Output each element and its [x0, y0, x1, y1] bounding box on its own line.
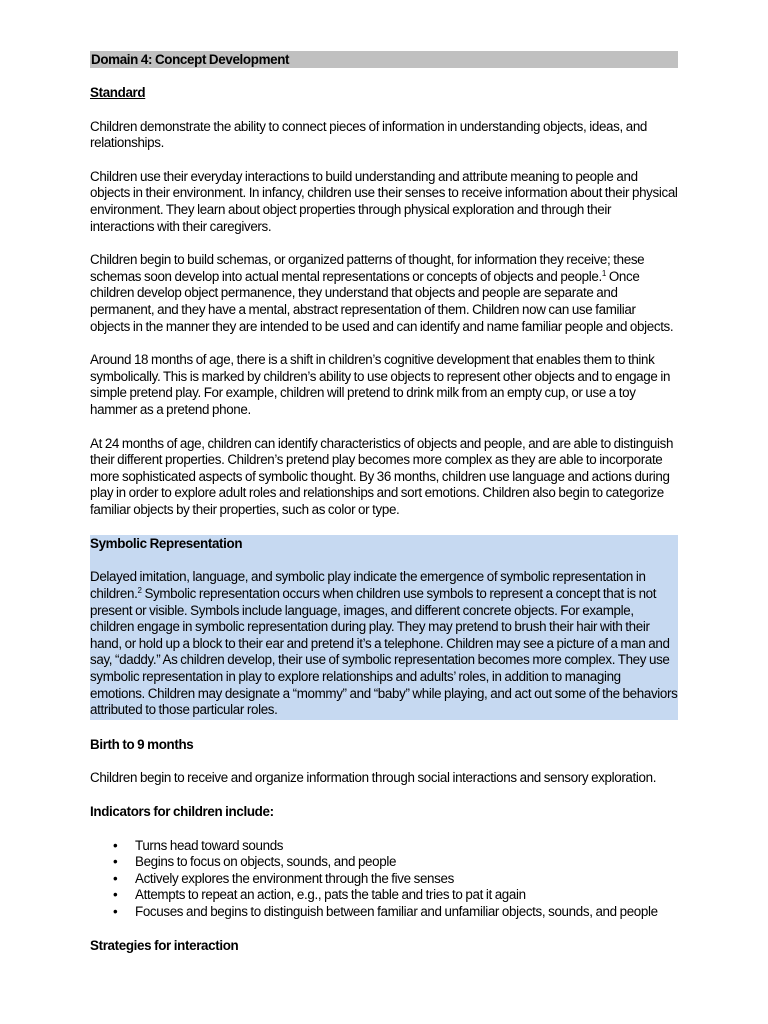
domain-header: Domain 4: Concept Development — [90, 51, 678, 68]
list-item — [90, 838, 678, 855]
age-range-heading: Birth to 9 months — [90, 736, 194, 752]
list-item-text: Turns head toward sounds — [135, 837, 284, 853]
list-item-text: Focuses and begins to distinguish between familiar and unfamiliar objects, sounds, and people — [135, 903, 658, 919]
indicators-list — [90, 838, 678, 921]
schemas-text-start: Children begin to build schemas, or organized patterns of thought, for information they receive; these schemas soon develop into actual mental representations or concepts of objects and people. — [90, 252, 645, 284]
list-item — [90, 904, 678, 921]
symbolic-text-start: Delayed imitation, language, and symbolic play indicate the emergence of symbolic representation in children. — [90, 569, 646, 602]
symbolic-representation-paragraph — [90, 569, 678, 718]
list-item-text: Actively explores the environment through the five senses — [135, 870, 454, 886]
schemas-text-end: Once children develop object permanence, they understand that objects and people are separate and permanent, and they have a mental, abstract representation of them. Children now can use familiar objects in the manner they are intended to be used and can identify and name familiar people and objects. — [90, 268, 674, 334]
strategies-heading: Strategies for interaction — [90, 937, 239, 953]
list-item-text: Begins to focus on objects, sounds, and people — [135, 854, 397, 870]
bullet-icon: • — [113, 837, 118, 853]
symbolic-text-end: Symbolic representation occurs when children use symbols to represent a concept that is not present or visible. Symbols include language, images, and different concrete objects. For example, children engage in symbolic representation during play. They may pretend to brush their hair with their hand, or hold up a block to their ear and pretend it’s a telephone. Children may see a picture of a man and say, “daddy.” As children develop, their use of symbolic representation becomes more complex. They use symbolic representation in play to explore relationships and adults’ roles, in addition to managing emotions. Children may designate a “mommy” and “baby” while playing, and act out some of the behaviors attributed to those particular roles. — [90, 586, 678, 718]
schemas-paragraph — [90, 252, 678, 335]
eighteen-months-paragraph: Around 18 months of age, there is a shift in children’s cognitive development that enables them to think symbolically. This is marked by children’s ability to use objects to represent other objects and to engage in simple pretend play. For example, children will pretend to drink milk from an empty cup, or use a toy hammer as a pretend phone. — [90, 352, 671, 417]
standard-statement: Children demonstrate the ability to connect pieces of information in understanding objects, ideas, and relationships. — [90, 118, 648, 151]
list-item — [90, 854, 678, 871]
indicators-heading: Indicators for children include: — [90, 804, 274, 819]
bullet-icon: • — [113, 870, 118, 886]
footnote-marker-2: 2 — [137, 586, 142, 596]
list-item — [90, 887, 678, 904]
standard-heading: Standard — [90, 85, 146, 100]
list-item-text: Attempts to repeat an action, e.g., pats the table and tries to pat it again — [135, 887, 526, 903]
age-range-description: Children begin to receive and organize information through social interactions and sensory exploration. — [90, 770, 657, 786]
twenty-four-months-paragraph: At 24 months of age, children can identify characteristics of objects and people, and are able to distinguish their different properties. Children’s pretend play becomes more complex as they are able to incorporate more sophisticated aspects of symbolic thought. By 36 months, children use language and actions during play in order to explore adult roles and relationships and sort emotions. Children also begin to categorize familiar objects by their properties, such as color or type. — [90, 435, 674, 517]
list-item — [90, 871, 678, 888]
bullet-icon: • — [113, 887, 118, 903]
bullet-icon: • — [113, 903, 118, 919]
symbolic-representation-heading: Symbolic Representation — [90, 536, 243, 552]
document-page — [90, 51, 678, 954]
footnote-marker-1: 1 — [601, 268, 606, 278]
bullet-icon: • — [113, 854, 118, 870]
symbolic-representation-section — [90, 535, 678, 719]
everyday-interactions-paragraph: Children use their everyday interactions to build understanding and attribute meaning to people and objects in their environment. In infancy, children use their senses to receive information about their physical environment. They learn about object properties through physical exploration and through their interactions with their caregivers. — [90, 168, 678, 234]
